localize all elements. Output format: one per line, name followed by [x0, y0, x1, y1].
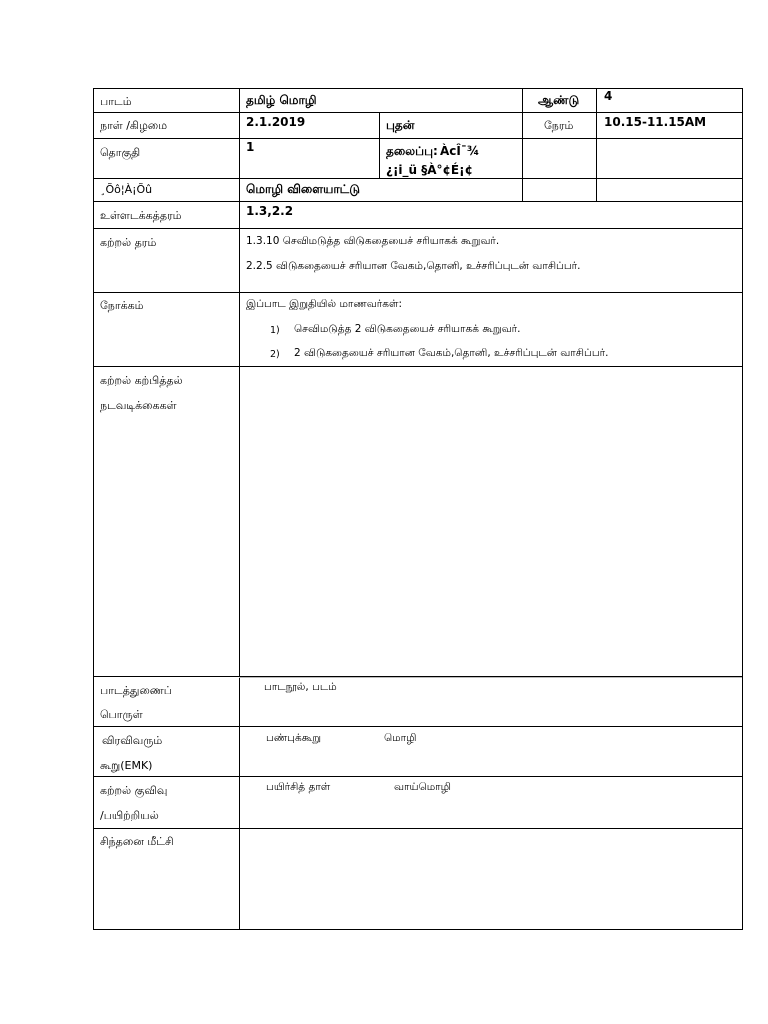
emk-label: கூறு(EMK) — [100, 759, 153, 772]
row-divider — [93, 138, 743, 139]
row-divider — [93, 366, 743, 367]
time-value: 10.15-11.15AM — [604, 115, 707, 129]
year-value: 4 — [604, 89, 613, 103]
year-label: ஆண்டு — [538, 93, 580, 107]
materials-label: பொருள் — [100, 708, 143, 721]
column-divider — [522, 88, 523, 201]
assessment-value: வாய்மொழி — [394, 781, 451, 793]
assessment-value: பயிர்சித் தாள் — [266, 781, 331, 793]
column-divider — [596, 88, 597, 201]
unit-label: தொகுதி — [100, 146, 141, 159]
objective-num: 2) — [270, 349, 280, 360]
activities-label: நடவடிக்கைகள் — [100, 399, 177, 412]
title-label: தலைப்பு: — [386, 144, 438, 158]
row-divider — [93, 828, 743, 829]
objective-num: 1) — [270, 325, 280, 336]
unit-value: 1 — [246, 140, 255, 154]
emk-value: மொழி — [384, 732, 417, 744]
materials-value: பாடநூல், படம் — [264, 681, 337, 693]
assessment-label: /பயிற்றியல் — [100, 809, 159, 822]
table-border-bottom — [93, 929, 743, 930]
subject-label: பாடம் — [100, 95, 132, 108]
reflection-label: சிந்தனை மீட்சி — [100, 835, 174, 848]
activities-label: கற்றல் கற்பித்தல் — [100, 374, 183, 387]
cell-subline — [239, 677, 742, 678]
learning-std-label: கற்றல் தரம் — [100, 236, 157, 249]
row-divider — [93, 292, 743, 293]
title-value-line2: ¿¡i_ü §À°¢É¡¢ — [386, 163, 473, 177]
emk-value: பண்புக்கூறு — [266, 732, 322, 744]
objective-label: நோக்கம் — [100, 299, 144, 312]
objective-intro: இப்பாட இறுதியில் மாணவர்கள்: — [246, 298, 403, 310]
row-divider — [93, 228, 743, 229]
date-label: நாள் /கிழமை — [100, 119, 168, 132]
row-divider — [93, 112, 743, 113]
learning-std-item: 1.3.10 செவிமடுத்த விடுகதையைச் சரியாகக் கூறுவர். — [246, 235, 500, 247]
table-border-right — [742, 88, 743, 930]
row-divider — [93, 726, 743, 727]
row-divider — [93, 776, 743, 777]
objective-item: செவிமடுத்த 2 விடுகதையைச் சரியாகக் கூறுவர். — [294, 323, 521, 335]
date-value: 2.1.2019 — [246, 115, 306, 129]
day-value: புதன் — [386, 118, 415, 132]
table-border-left — [93, 88, 94, 930]
emk-label: விரவிவரும் — [102, 734, 163, 747]
assessment-label: கற்றல் குவிவு — [100, 784, 168, 797]
garbled-label: ¸Õô¦À¡Õû — [100, 183, 153, 196]
row-divider — [93, 201, 743, 202]
row-divider — [93, 178, 743, 179]
column-divider — [379, 112, 380, 178]
content-std-label: உள்ளடக்கத்தரம் — [100, 209, 182, 222]
materials-label: பாடத்துணைப் — [100, 684, 172, 697]
subject-value: தமிழ் மொழி — [246, 93, 317, 107]
column-divider — [239, 88, 240, 930]
table-border-top — [93, 88, 743, 89]
time-label: நேரம் — [544, 119, 574, 132]
garbled-value: மொழி விளையாட்டு — [246, 182, 360, 196]
title-value-line1: ÀcÎ¯¾ — [440, 144, 480, 158]
objective-item: 2 விடுகதையைச் சரியான வேகம்,தொனி, உச்சரிப்புடன் வாசிப்பர். — [294, 347, 609, 359]
content-std-value: 1.3,2.2 — [246, 204, 294, 218]
learning-std-item: 2.2.5 விடுகதையைச் சரியான வேகம்,தொனி, உச்சரிப்புடன் வாசிப்பர். — [246, 260, 581, 272]
